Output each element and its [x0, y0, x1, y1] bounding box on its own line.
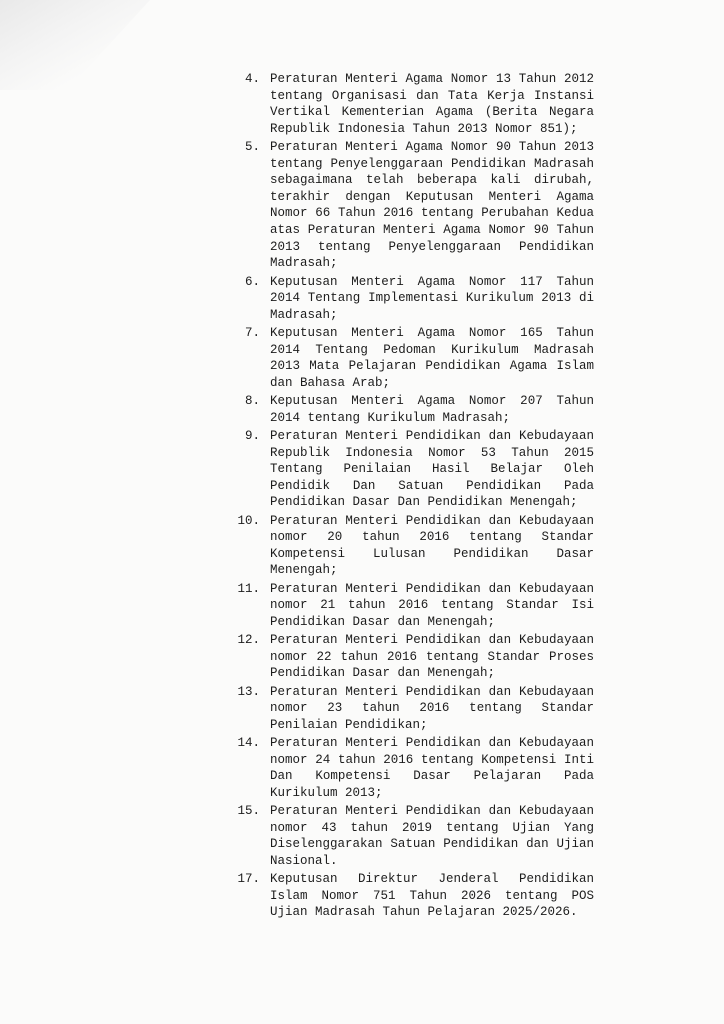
item-text: Peraturan Menteri Pendidikan dan Kebudayaan nomor 21 tahun 2016 tentang Standar Isi Pendidikan Dasar dan Menengah;: [270, 581, 594, 629]
item-text: Keputusan Menteri Agama Nomor 165 Tahun 2014 Tentang Pedoman Kurikulum Madrasah 2013 Mata Pelajaran Pendidikan Agama Islam dan Bahasa Arab;: [270, 325, 594, 390]
item-number: 14.: [237, 736, 260, 751]
item-text: Peraturan Menteri Pendidikan dan Kebudayaan nomor 22 tahun 2016 tentang Standar Proses Pendidikan Dasar dan Menengah;: [270, 633, 594, 681]
item-number: 11.: [237, 581, 260, 596]
item-text: Peraturan Menteri Agama Nomor 13 Tahun 2012 tentang Organisasi dan Tata Kerja Instansi Vertikal Kementerian Agama (Berita Negara Republik Indonesia Tahun 2013 Nomor 851);: [270, 72, 594, 136]
item-number: 8.: [244, 394, 260, 409]
list-item: [234, 803, 594, 869]
item-text: Peraturan Menteri Pendidikan dan Kebudayaan nomor 20 tahun 2016 tentang Standar Kompetensi Lulusan Pendidikan Dasar Menengah;: [270, 513, 594, 578]
item-text: Peraturan Menteri Agama Nomor 90 Tahun 2013 tentang Penyelenggaraan Pendidikan Madrasah sebagaimana telah beberapa kali dirubah, terakhir dengan Keputusan Menteri Agama Nomor 66 Tahun 2016 tentang Perubahan Kedua atas Peraturan Menteri Agama Nomor 90 Tahun 2013 tentang Penyelenggaraan Pendidikan Madrasah;: [270, 140, 594, 271]
list-item: [234, 871, 594, 921]
item-text: Peraturan Menteri Pendidikan dan Kebudayaan nomor 24 tahun 2016 tentang Kompetensi Inti Dan Kompetensi Dasar Pelajaran Pada Kurikulum 2013;: [270, 736, 594, 800]
item-number: 4.: [244, 72, 260, 86]
item-number: 10.: [237, 513, 260, 528]
item-number: 5.: [244, 140, 260, 155]
list-item: [234, 393, 594, 426]
list-item: [234, 581, 594, 631]
document-page: [234, 71, 594, 923]
item-number: 15.: [237, 804, 260, 819]
list-item: [234, 684, 594, 734]
item-number: 17.: [237, 872, 260, 887]
item-text: Keputusan Menteri Agama Nomor 117 Tahun 2014 Tentang Implementasi Kurikulum 2013 di Madrasah;: [270, 274, 594, 322]
item-number: 6.: [244, 274, 260, 289]
item-text: Peraturan Menteri Pendidikan dan Kebudayaan nomor 43 tahun 2019 tentang Ujian Yang Diselenggarakan Satuan Pendidikan dan Ujian Nasional.: [270, 804, 594, 868]
list-item: [234, 428, 594, 511]
item-text: Keputusan Menteri Agama Nomor 207 Tahun 2014 tentang Kurikulum Madrasah;: [270, 394, 594, 425]
list-item: [234, 735, 594, 801]
list-item: [234, 325, 594, 391]
item-number: 9.: [244, 428, 260, 443]
list-item: [234, 513, 594, 579]
page-corner-fold: [0, 0, 150, 90]
item-number: 13.: [237, 684, 260, 699]
list-item: [234, 632, 594, 682]
item-number: 12.: [237, 633, 260, 648]
item-text: Keputusan Direktur Jenderal Pendidikan Islam Nomor 751 Tahun 2026 tentang POS Ujian Madrasah Tahun Pelajaran 2025/2026.: [270, 872, 594, 920]
item-text: Peraturan Menteri Pendidikan dan Kebudayaan Republik Indonesia Nomor 53 Tahun 2015 Tentang Penilaian Hasil Belajar Oleh Pendidik Dan Satuan Pendidikan Pada Pendidikan Dasar Dan Pendidikan Menengah;: [270, 428, 594, 510]
item-number: 7.: [244, 325, 260, 340]
item-text: Peraturan Menteri Pendidikan dan Kebudayaan nomor 23 tahun 2016 tentang Standar Penilaian Pendidikan;: [270, 684, 594, 732]
list-item: [234, 274, 594, 324]
list-item: [234, 71, 594, 137]
list-item: [234, 139, 594, 272]
